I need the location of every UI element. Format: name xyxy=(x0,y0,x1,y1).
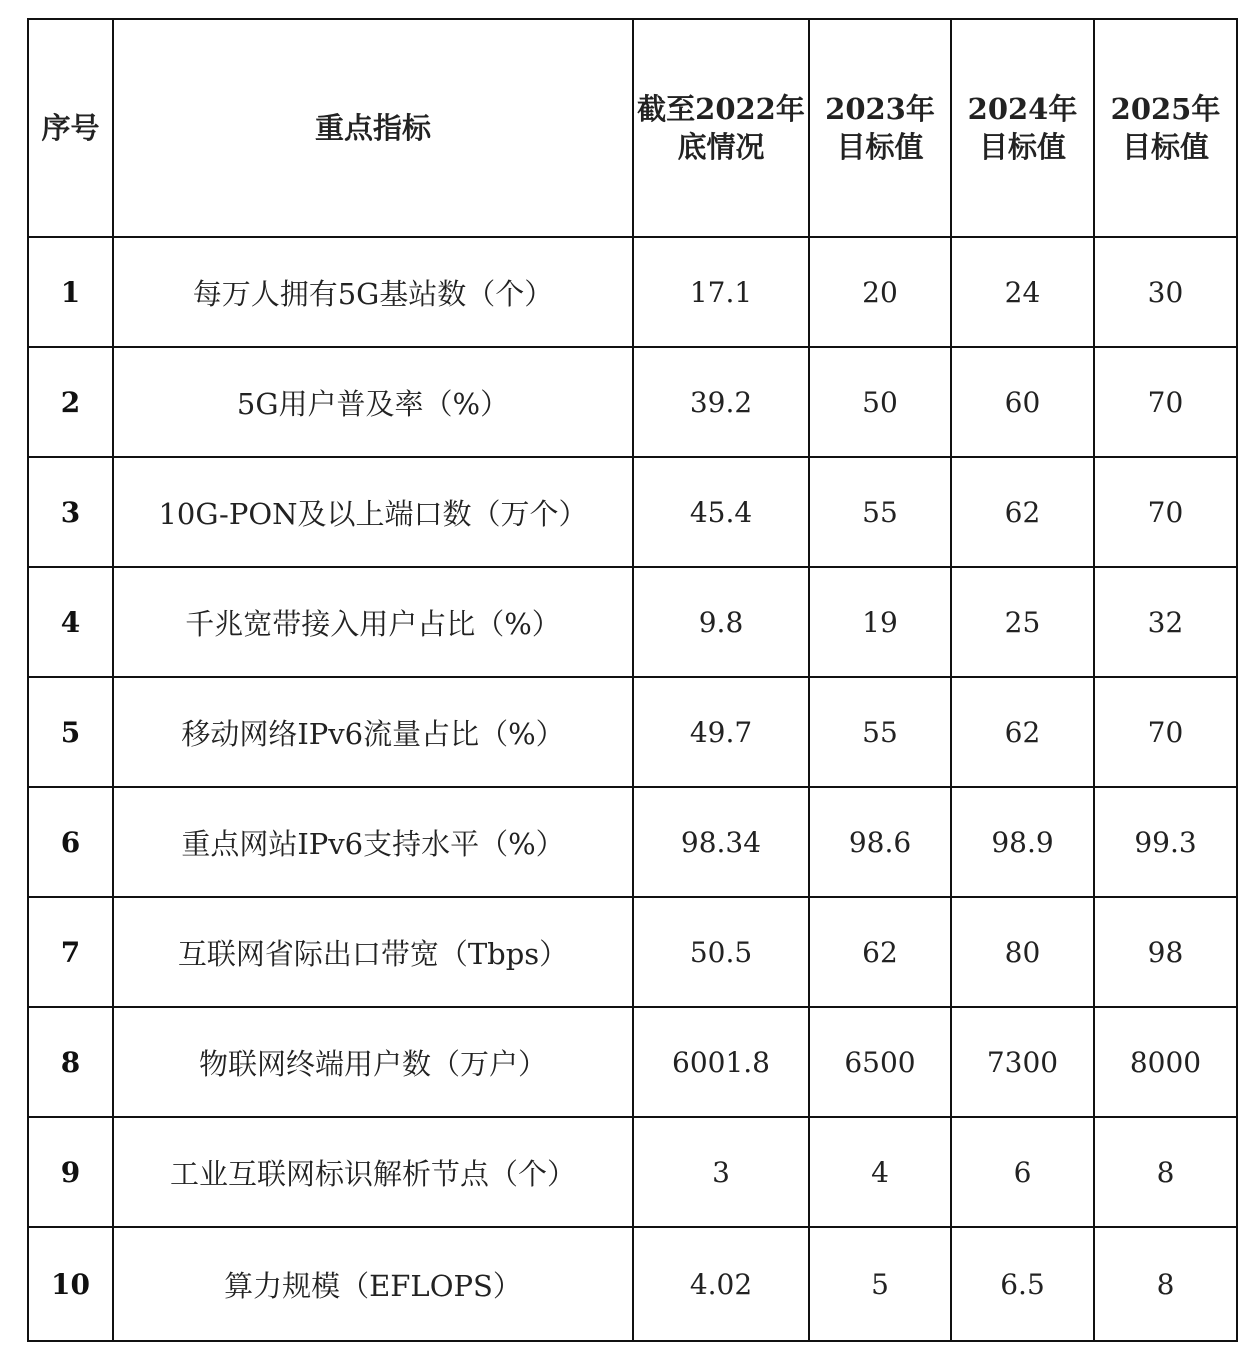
row-index: 6 xyxy=(28,787,113,897)
row-2024-target: 25 xyxy=(951,567,1094,677)
row-2024-target: 7300 xyxy=(951,1007,1094,1117)
row-2025-target: 98 xyxy=(1094,897,1237,1007)
table-row xyxy=(28,1007,1237,1117)
row-metric: 重点网站IPv6支持水平（%） xyxy=(113,787,633,897)
row-index: 5 xyxy=(28,677,113,787)
row-2023-target: 19 xyxy=(809,567,951,677)
row-2023-target: 4 xyxy=(809,1117,951,1227)
row-2025-target: 70 xyxy=(1094,677,1237,787)
row-2024-target: 60 xyxy=(951,347,1094,457)
row-metric: 工业互联网标识解析节点（个） xyxy=(113,1117,633,1227)
row-2025-target: 70 xyxy=(1094,457,1237,567)
row-metric: 互联网省际出口带宽（Tbps） xyxy=(113,897,633,1007)
row-current-value: 4.02 xyxy=(633,1227,809,1341)
header-2024-target: 2024年 目标值 xyxy=(951,19,1094,237)
table-row xyxy=(28,1227,1237,1341)
row-index: 3 xyxy=(28,457,113,567)
row-metric: 算力规模（EFLOPS） xyxy=(113,1227,633,1341)
row-2023-target: 6500 xyxy=(809,1007,951,1117)
row-2024-target: 24 xyxy=(951,237,1094,347)
row-2024-target: 62 xyxy=(951,677,1094,787)
row-current-value: 6001.8 xyxy=(633,1007,809,1117)
row-2023-target: 5 xyxy=(809,1227,951,1341)
header-current: 截至2022年 底情况 xyxy=(633,19,809,237)
table-row xyxy=(28,237,1237,347)
row-2025-target: 99.3 xyxy=(1094,787,1237,897)
row-2025-target: 32 xyxy=(1094,567,1237,677)
row-index: 8 xyxy=(28,1007,113,1117)
row-current-value: 9.8 xyxy=(633,567,809,677)
row-current-value: 39.2 xyxy=(633,347,809,457)
row-current-value: 98.34 xyxy=(633,787,809,897)
row-index: 7 xyxy=(28,897,113,1007)
row-metric: 每万人拥有5G基站数（个） xyxy=(113,237,633,347)
row-2023-target: 98.6 xyxy=(809,787,951,897)
header-row xyxy=(28,19,1237,237)
row-metric: 千兆宽带接入用户占比（%） xyxy=(113,567,633,677)
row-index: 2 xyxy=(28,347,113,457)
row-metric: 10G-PON及以上端口数（万个） xyxy=(113,457,633,567)
row-index: 1 xyxy=(28,237,113,347)
row-2023-target: 55 xyxy=(809,677,951,787)
key-indicators-table xyxy=(27,18,1238,1342)
row-2024-target: 98.9 xyxy=(951,787,1094,897)
row-2023-target: 20 xyxy=(809,237,951,347)
header-index: 序号 xyxy=(28,19,113,237)
table-row xyxy=(28,567,1237,677)
row-2023-target: 62 xyxy=(809,897,951,1007)
table-row xyxy=(28,787,1237,897)
row-2025-target: 30 xyxy=(1094,237,1237,347)
table-row xyxy=(28,677,1237,787)
row-2025-target: 8 xyxy=(1094,1117,1237,1227)
row-current-value: 49.7 xyxy=(633,677,809,787)
table-row xyxy=(28,1117,1237,1227)
row-2024-target: 62 xyxy=(951,457,1094,567)
table-row xyxy=(28,347,1237,457)
row-metric: 移动网络IPv6流量占比（%） xyxy=(113,677,633,787)
header-metric: 重点指标 xyxy=(113,19,633,237)
table-row xyxy=(28,457,1237,567)
row-2025-target: 70 xyxy=(1094,347,1237,457)
header-2025-target: 2025年 目标值 xyxy=(1094,19,1237,237)
row-current-value: 17.1 xyxy=(633,237,809,347)
row-2023-target: 55 xyxy=(809,457,951,567)
row-2023-target: 50 xyxy=(809,347,951,457)
row-metric: 5G用户普及率（%） xyxy=(113,347,633,457)
row-2025-target: 8 xyxy=(1094,1227,1237,1341)
row-2024-target: 80 xyxy=(951,897,1094,1007)
row-2024-target: 6.5 xyxy=(951,1227,1094,1341)
row-current-value: 3 xyxy=(633,1117,809,1227)
row-current-value: 45.4 xyxy=(633,457,809,567)
table-row xyxy=(28,897,1237,1007)
header-2023-target: 2023年 目标值 xyxy=(809,19,951,237)
row-2024-target: 6 xyxy=(951,1117,1094,1227)
row-index: 10 xyxy=(28,1227,113,1341)
row-index: 9 xyxy=(28,1117,113,1227)
row-metric: 物联网终端用户数（万户） xyxy=(113,1007,633,1117)
row-current-value: 50.5 xyxy=(633,897,809,1007)
row-2025-target: 8000 xyxy=(1094,1007,1237,1117)
row-index: 4 xyxy=(28,567,113,677)
